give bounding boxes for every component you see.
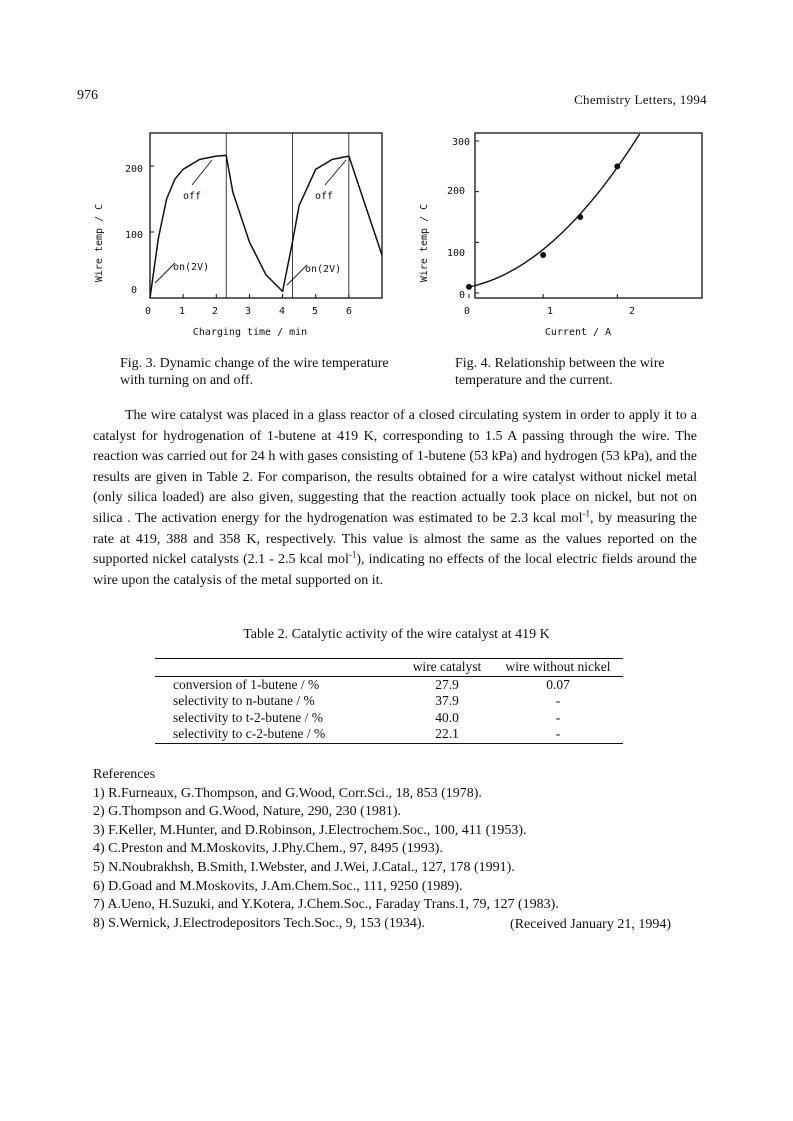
references-heading: References xyxy=(93,767,156,782)
fig4-xtick-0: 0 xyxy=(463,306,471,317)
fig4-xtick-2: 2 xyxy=(628,306,636,317)
table-row xyxy=(155,710,623,727)
reference-item: 3) F.Keller, M.Hunter, and D.Robinson, J.Electrochem.Soc., 100, 411 (1953). xyxy=(93,822,527,838)
fig3-annotation-off-2: off xyxy=(315,191,334,202)
reference-item: 5) N.Noubrakhsh, B.Smith, I.Webster, and J.Wei, J.Catal., 127, 178 (1991). xyxy=(93,859,515,875)
journal-header: Chemistry Letters, 1994 xyxy=(574,92,707,107)
page-number: 976 xyxy=(77,88,98,103)
table-header-wire-catalyst: wire catalyst xyxy=(401,659,493,677)
fig3-arrow-on-2 xyxy=(287,265,307,285)
body-paragraph xyxy=(93,406,697,591)
body-text-c: ), indicating no effects of the local electric fields around the wire upon the catalysis of the metal supported on it. xyxy=(93,552,697,588)
table2 xyxy=(155,658,623,744)
fig3-xlabel: Charging time / min xyxy=(192,327,308,338)
reference-item: 8) S.Wernick, J.Electrodepositors Tech.Soc., 9, 153 (1934). xyxy=(93,915,426,931)
fig3-ytick-0: 0 xyxy=(130,285,137,296)
table-cell: - xyxy=(555,709,561,725)
fig4-chart xyxy=(410,125,710,340)
reference-item: 4) C.Preston and M.Moskovits, J.Phy.Chem., 97, 8495 (1993). xyxy=(93,841,443,857)
fig3-xtick-6: 6 xyxy=(345,306,353,317)
table-cell: selectivity to c-2-butene / % xyxy=(173,726,326,742)
superscript-2: -1 xyxy=(348,549,357,560)
table-header-blank xyxy=(155,659,401,677)
table-cell: 22.1 xyxy=(435,726,459,742)
body-text-a: The wire catalyst was placed in a glass reactor of a closed circulating system in order to apply it to a catalyst for hydrogenation of 1-butene at 419 K, corresponding to 1.5 A passing through the wire. The reaction was carried out for 24 h with gases consisting of 1-butene (53 kPa) and hydrogen (53 kPa), and the results are given in Table 2. For comparison, the results obtained for a wire catalyst without nickel metal (only silica loaded) are also given, suggesting that the reaction actually took place on nickel, but not on silica . The activation energy for the hydrogenation was estimated to be 2.3 kcal mol xyxy=(93,408,697,526)
table-row xyxy=(155,676,623,693)
table-header-wire-without-nickel: wire without nickel xyxy=(493,659,623,677)
fig4-data-point xyxy=(577,214,583,220)
fig4-fit-curve xyxy=(469,134,640,287)
fig3-xtick-4: 4 xyxy=(278,306,286,317)
fig4-caption: Fig. 4. Relationship between the wire temperature and the current. xyxy=(455,356,665,388)
fig4-xtick-1: 1 xyxy=(546,306,554,317)
table-cell: selectivity to t-2-butene / % xyxy=(173,709,323,725)
fig3-ylabel: Wire temp / C xyxy=(94,203,105,283)
reference-item: 1) R.Furneaux, G.Thompson, and G.Wood, Corr.Sci., 18, 853 (1978). xyxy=(93,785,482,801)
table2-title: Table 2. Catalytic activity of the wire catalyst at 419 K xyxy=(243,627,550,642)
fig4-xlabel: Current / A xyxy=(544,327,612,338)
fig3-xtick-2: 2 xyxy=(211,306,219,317)
fig3-arrow-on-1 xyxy=(155,263,175,283)
table-cell: 40.0 xyxy=(435,709,459,725)
references-section xyxy=(93,766,703,933)
table-row xyxy=(155,726,623,743)
received-date: (Received January 21, 1994) xyxy=(510,917,671,932)
fig3-xtick-1: 1 xyxy=(178,306,186,317)
fig3-annotation-on-1: on(2V) xyxy=(173,262,210,273)
reference-item: 6) D.Goad and M.Moskovits, J.Am.Chem.Soc., 111, 9250 (1989). xyxy=(93,878,463,894)
table-cell: - xyxy=(555,726,561,742)
fig3-arrow-off-1 xyxy=(192,160,212,185)
fig3-xtick-0: 0 xyxy=(144,306,152,317)
fig4-ytick-0: 0 xyxy=(458,290,465,301)
fig4-ytick-300: 300 xyxy=(451,137,470,148)
fig4-ytick-100: 100 xyxy=(446,248,465,259)
table-cell: conversion of 1-butene / % xyxy=(173,676,320,692)
reference-item: 2) G.Thompson and G.Wood, Nature, 290, 230 (1981). xyxy=(93,804,401,820)
table-cell: selectivity to n-butane / % xyxy=(173,693,315,709)
table-cell: 0.07 xyxy=(546,676,570,692)
fig3-xtick-3: 3 xyxy=(244,306,252,317)
table-cell: 27.9 xyxy=(435,676,459,692)
fig4-frame xyxy=(475,133,702,298)
fig3-annotation-on-2: on(2V) xyxy=(305,264,342,275)
fig3-ytick-100: 100 xyxy=(124,230,143,241)
table-cell: 37.9 xyxy=(435,693,459,709)
fig4-data-point xyxy=(540,252,546,258)
superscript-1: -1 xyxy=(582,508,591,519)
fig3-arrow-off-2 xyxy=(325,160,346,185)
table-cell: - xyxy=(555,693,561,709)
fig3-annotation-off-1: off xyxy=(183,191,202,202)
fig3-caption: Fig. 3. Dynamic change of the wire temperature with turning on and off. xyxy=(120,356,389,388)
fig3-series-line xyxy=(150,155,382,298)
body-text-b: , by measuring the rate at 419, 388 and 358 K, respectively. This value is almost the same as the values reported on the supported nickel catalysts (2.1 - 2.5 kcal mol xyxy=(93,510,698,568)
fig3-xtick-5: 5 xyxy=(311,306,319,317)
fig3-chart xyxy=(85,125,395,340)
fig4-data-point xyxy=(614,163,620,169)
fig4-ylabel: Wire temp / C xyxy=(419,203,430,283)
reference-item: 7) A.Ueno, H.Suzuki, and Y.Kotera, J.Chem.Soc., Faraday Trans.1, 79, 127 (1983). xyxy=(93,897,559,913)
fig4-data-point xyxy=(466,284,472,290)
table-row xyxy=(155,693,623,710)
fig3-ytick-200: 200 xyxy=(124,164,143,175)
fig4-ytick-200: 200 xyxy=(446,186,465,197)
